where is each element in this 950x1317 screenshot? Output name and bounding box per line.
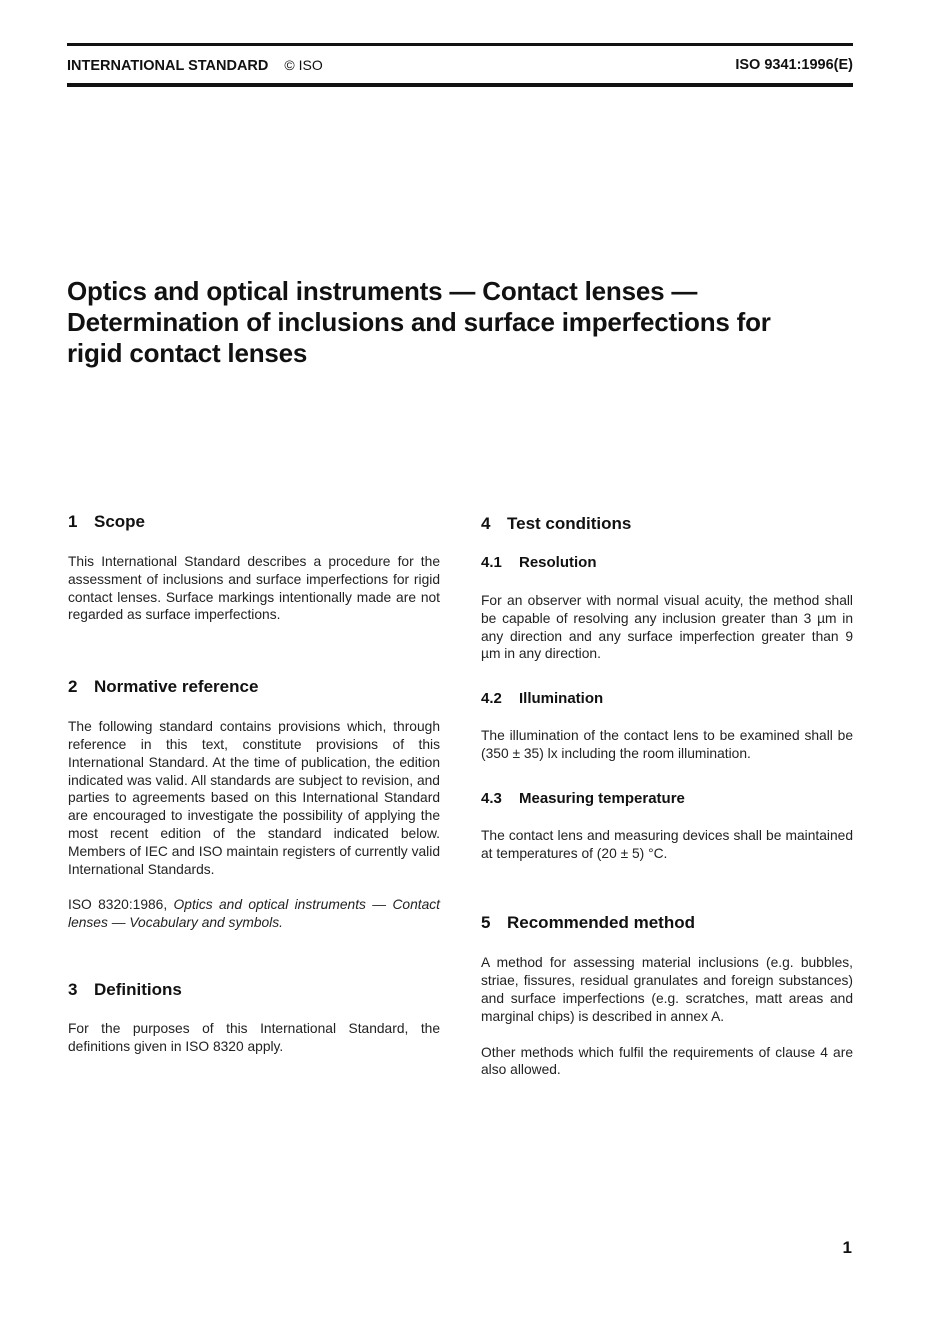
reference-code: ISO 8320:1986, [68,897,168,913]
header-top-rule [67,43,853,46]
header-bottom-rule [67,83,853,87]
header-copyright: © ISO [284,57,323,73]
section-number: 4 [481,514,491,533]
subsection-resolution-body: For an observer with normal visual acuity, the method shall be capable of resolving any inclusion greater than 3 µm in any direction and any surface imperfection greater than 9 µm in any direction. [481,593,853,662]
reference-title: Optics and optical instruments — Contact lenses — Vocabulary and symbols. [68,897,440,931]
section-title: Test conditions [507,514,632,533]
document-title [67,276,867,369]
section-title: Normative reference [94,677,259,697]
section-number: 2 [68,677,78,697]
subsection-temperature-heading [481,788,853,810]
title-line-3: rigid contact lenses [67,338,308,368]
section-test-conditions-heading [481,512,853,536]
section-title: Recommended method [507,913,695,933]
page-number: 1 [842,1238,852,1257]
header-document-id: ISO 9341:1996(E) [735,57,853,73]
subsection-illumination-body: The illumination of the contact lens to be examined shall be (350 ± 35) lx including the room illumination. [481,728,853,761]
section-normative-heading [68,675,440,699]
section-scope-body: This International Standard describes a procedure for the assessment of inclusions and surface imperfections for rigid contact lenses. Surface markings intentionally made are not regarded as surface imperfections. [68,554,440,623]
subsection-number: 4.1 [481,554,502,571]
section-definitions-body: For the purposes of this International Standard, the definitions given in ISO 8320 apply. [68,1020,440,1054]
normative-reference-entry [68,896,440,932]
right-column [481,510,853,1079]
section-number: 1 [68,512,78,531]
section-method-heading [481,911,853,935]
subsection-resolution-heading [481,552,853,574]
section-title: Scope [94,512,146,531]
header-left [67,57,323,74]
section-normative-body: The following standard contains provisions which, through reference in this text, constitute provisions of this International Standard. At the time of publication, the edition indicated was valid. All standards are subject to revision, and parties to agreements based on this International Standard are encouraged to investigate the possibility of applying the most recent edition of the standard indicated below. Members of IEC and ISO maintain registers of currently valid International Standards. [68,719,440,877]
subsection-illumination-heading [481,688,853,710]
subsection-temperature-body: The contact lens and measuring devices shall be maintained at temperatures of (20 ± 5) °C. [481,827,853,861]
section-method-body-1: A method for assessing material inclusions (e.g. bubbles, striae, fissures, residual granulates and foreign substances) and surface imperfections (e.g. scratches, matt areas and marginal chips) is described in annex A. [481,955,853,1024]
section-title: Definitions [94,979,182,999]
section-definitions-heading [68,978,440,1002]
section-number: 3 [68,979,78,999]
subsection-number: 4.2 [481,690,502,708]
subsection-title: Illumination [519,690,604,708]
header-standard-label: INTERNATIONAL STANDARD [67,58,269,74]
section-method-body-2: Other methods which fulfil the requirements of clause 4 are also allowed. [481,1044,853,1078]
section-scope-heading [68,510,440,534]
subsection-title: Measuring temperature [519,789,685,807]
left-column [68,510,440,1056]
section-number: 5 [481,913,491,933]
title-line-2: Determination of inclusions and surface imperfections for [67,307,771,337]
subsection-number: 4.3 [481,789,502,807]
subsection-title: Resolution [519,554,597,571]
title-line-1: Optics and optical instruments — Contact lenses — [67,276,698,306]
